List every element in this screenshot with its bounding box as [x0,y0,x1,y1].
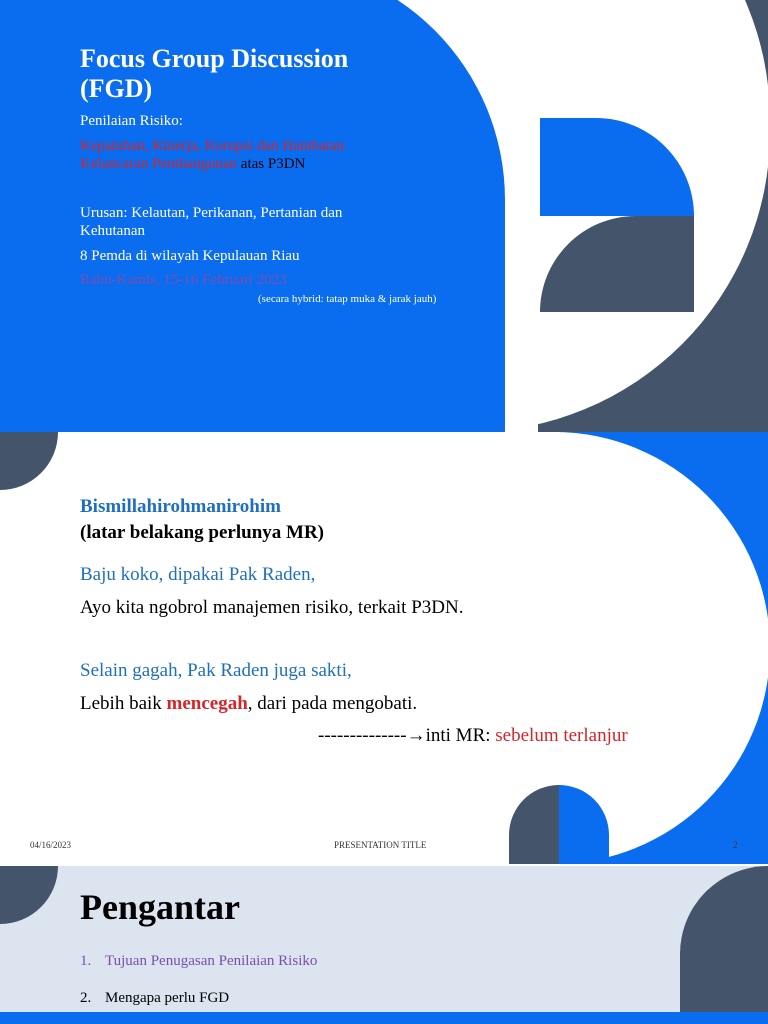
title-line-2: (FGD) [80,74,153,103]
title-line-1: Focus Group Discussion [80,44,349,73]
agenda-item [80,953,317,970]
blue-bottom-bar [0,1012,768,1024]
arrow-dashes: -------------- [318,725,407,746]
slide-title [80,44,440,104]
urusan-text [80,204,420,240]
verse-line-2: Ayo kita ngobrol manajemen risiko, terkait P3DN. [80,597,464,618]
heading: Bismillahirohmanirohim [80,496,281,517]
core-highlight: sebelum terlanjur [495,725,628,746]
risk-red-line-1: Kepatuhan, Kinerja, Korupsi dan Hambatan [80,138,345,154]
agenda-number: 1. [80,953,92,969]
footer-date: 04/16/2023 [30,840,72,850]
agenda-text: Tujuan Penugasan Penilaian Risiko [105,953,318,969]
footer-page-number: 2 [733,840,738,850]
urusan-line-1: Urusan: Kelautan, Perikanan, Pertanian dan [80,205,343,221]
agenda-text: Mengapa perlu FGD [105,990,230,1006]
verse-4-highlight: mencegah [166,693,248,714]
agenda-number: 2. [80,990,92,1006]
dark-leaf-shape [680,866,768,1012]
event-mode: (secara hybrid: tatap muka & jarak jauh) [258,293,437,305]
risk-connector: atas [237,156,268,172]
event-date: Rabu-Kamis, 15-16 Februari 2023 [80,272,287,288]
verse-line-1: Baju koko, dipakai Pak Raden, [80,564,316,585]
verse-line-4 [80,693,417,715]
arrow-icon: → [406,725,426,746]
risk-p3dn: P3DN [267,156,306,172]
urusan-line-2: Kehutanan [80,223,145,239]
core-message [318,725,628,747]
verse-line-3: Selain gagah, Pak Raden juga sakti, [80,660,352,681]
risk-description [80,137,420,173]
slide-title: Pengantar [80,887,240,927]
slide-1 [0,0,768,432]
risk-red-line-2: Kelancaran Pembangunan [80,156,238,172]
core-label: inti MR: [425,725,496,746]
footer-title: PRESENTATION TITLE [334,840,427,850]
subheading: (latar belakang perlunya MR) [80,522,325,543]
agenda-item [80,990,229,1007]
pemda-text: 8 Pemda di wilayah Kepulauan Riau [80,248,300,264]
verse-4-after: , dari pada mengobati. [247,693,418,714]
slide-2 [0,432,768,864]
dark-corner-shape [0,866,58,924]
verse-4-before: Lebih baik [80,693,167,714]
slide-3 [0,866,768,1024]
dark-corner-shape [0,432,58,490]
subtitle: Penilaian Risiko: [80,113,183,129]
